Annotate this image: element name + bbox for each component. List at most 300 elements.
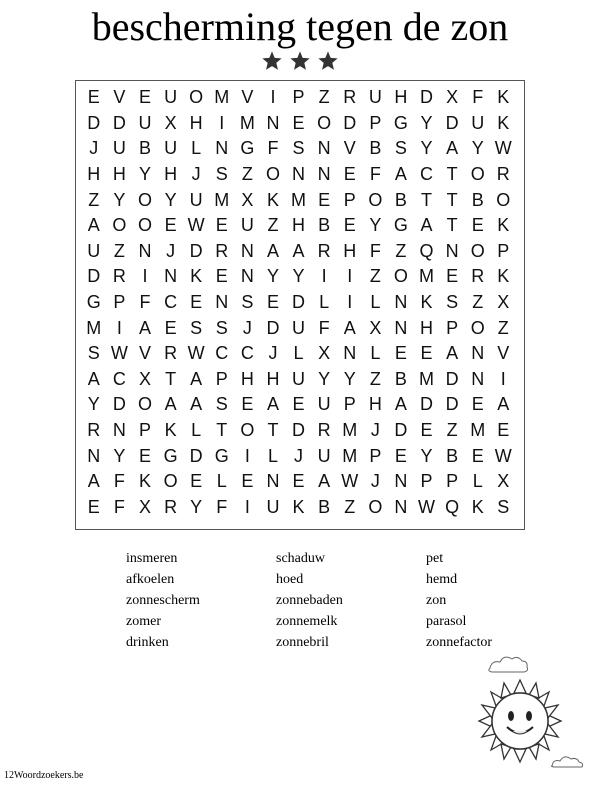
grid-cell[interactable]: L	[216, 471, 227, 492]
grid-cell[interactable]: M	[470, 420, 486, 441]
grid-cell[interactable]: Z	[472, 292, 484, 313]
grid-cell[interactable]: D	[292, 292, 306, 313]
grid-cell[interactable]: S	[190, 317, 203, 338]
grid-cell[interactable]: N	[394, 471, 408, 492]
grid-cell[interactable]: C	[164, 292, 178, 313]
grid-cell[interactable]: E	[343, 164, 356, 185]
grid-cell[interactable]: R	[343, 87, 357, 108]
grid-cell[interactable]: Y	[138, 164, 151, 185]
grid-cell[interactable]: J	[294, 445, 304, 466]
grid-cell[interactable]: N	[266, 112, 280, 133]
grid-cell[interactable]: D	[266, 317, 280, 338]
grid-cell[interactable]: G	[393, 112, 408, 133]
grid-cell[interactable]: U	[368, 87, 382, 108]
grid-cell[interactable]: O	[240, 420, 255, 441]
grid-cell[interactable]: N	[394, 496, 408, 517]
grid-cell[interactable]: O	[496, 189, 511, 210]
grid-cell[interactable]: I	[116, 317, 122, 338]
grid-cell[interactable]: Z	[497, 317, 509, 338]
grid-cell[interactable]: A	[343, 317, 356, 338]
grid-cell[interactable]: M	[419, 368, 435, 389]
word-search-grid[interactable]	[81, 85, 516, 520]
grid-cell[interactable]: Z	[88, 189, 100, 210]
grid-cell[interactable]: W	[418, 496, 436, 517]
grid-cell[interactable]: Y	[420, 138, 433, 159]
grid-cell[interactable]: W	[494, 138, 512, 159]
grid-cell[interactable]: E	[215, 215, 228, 236]
grid-cell[interactable]: P	[420, 471, 433, 492]
grid-cell[interactable]: N	[445, 240, 459, 261]
grid-cell[interactable]: L	[472, 471, 483, 492]
grid-cell[interactable]: Z	[446, 420, 458, 441]
grid-cell[interactable]: Z	[113, 240, 125, 261]
grid-cell[interactable]: Z	[267, 215, 279, 236]
grid-cell[interactable]: A	[497, 394, 510, 415]
grid-cell[interactable]: Z	[369, 368, 381, 389]
grid-cell[interactable]: M	[239, 112, 255, 133]
grid-cell[interactable]: E	[215, 266, 228, 287]
grid-cell[interactable]: K	[497, 112, 510, 133]
grid-cell[interactable]: E	[87, 496, 100, 517]
grid-cell[interactable]: I	[321, 266, 327, 287]
grid-cell[interactable]: D	[87, 112, 101, 133]
grid-cell[interactable]: J	[370, 471, 380, 492]
grid-cell[interactable]: X	[497, 471, 510, 492]
grid-cell[interactable]: S	[215, 394, 228, 415]
grid-cell[interactable]: T	[446, 215, 458, 236]
grid-cell[interactable]: A	[292, 240, 305, 261]
grid-cell[interactable]: A	[190, 394, 203, 415]
grid-cell[interactable]: H	[240, 368, 254, 389]
grid-cell[interactable]: V	[497, 343, 510, 364]
grid-cell[interactable]: X	[241, 189, 254, 210]
grid-cell[interactable]: A	[87, 368, 100, 389]
grid-cell[interactable]: R	[87, 420, 101, 441]
grid-cell[interactable]: F	[318, 317, 330, 338]
grid-cell[interactable]: O	[137, 189, 152, 210]
grid-cell[interactable]: B	[369, 138, 382, 159]
grid-cell[interactable]: J	[268, 343, 278, 364]
grid-cell[interactable]: E	[190, 471, 203, 492]
grid-cell[interactable]: Z	[241, 164, 253, 185]
grid-cell[interactable]: N	[240, 240, 254, 261]
grid-cell[interactable]: P	[215, 368, 228, 389]
grid-cell[interactable]: I	[347, 292, 353, 313]
grid-cell[interactable]: Y	[87, 394, 100, 415]
grid-cell[interactable]: F	[369, 164, 381, 185]
grid-cell[interactable]: B	[138, 138, 151, 159]
grid-cell[interactable]: V	[113, 87, 126, 108]
grid-cell[interactable]: B	[318, 496, 331, 517]
word-list	[126, 548, 556, 653]
grid-cell[interactable]: R	[164, 496, 178, 517]
grid-cell[interactable]: Y	[113, 189, 126, 210]
grid-cell[interactable]: I	[244, 496, 250, 517]
grid-cell[interactable]: V	[138, 343, 151, 364]
grid-cell[interactable]: W	[110, 343, 128, 364]
grid-cell[interactable]: O	[393, 266, 408, 287]
grid-cell[interactable]: E	[394, 445, 407, 466]
grid-cell[interactable]: J	[166, 240, 176, 261]
grid-cell[interactable]: P	[446, 317, 459, 338]
grid-cell[interactable]: I	[244, 445, 250, 466]
word-search-grid-frame	[75, 80, 525, 530]
grid-cell[interactable]: X	[138, 368, 151, 389]
grid-cell[interactable]: K	[497, 266, 510, 287]
grid-cell[interactable]: C	[420, 164, 434, 185]
grid-cell[interactable]: H	[420, 317, 434, 338]
grid-cell[interactable]: X	[497, 292, 510, 313]
grid-cell[interactable]: X	[138, 496, 151, 517]
grid-cell[interactable]: A	[87, 215, 100, 236]
grid-cell[interactable]: X	[164, 112, 177, 133]
grid-cell[interactable]: E	[394, 343, 407, 364]
grid-cell[interactable]: U	[317, 445, 331, 466]
grid-cell[interactable]: S	[215, 317, 228, 338]
grid-cell[interactable]: O	[317, 112, 332, 133]
grid-cell[interactable]: A	[266, 394, 279, 415]
grid-cell[interactable]: Y	[471, 138, 484, 159]
grid-cell[interactable]: M	[86, 317, 102, 338]
grid-cell[interactable]: N	[394, 317, 408, 338]
word-item: zonnemelk	[276, 614, 338, 629]
grid-cell[interactable]: D	[189, 445, 203, 466]
grid-cell[interactable]: D	[394, 420, 408, 441]
word-item: hoed	[276, 572, 304, 587]
grid-cell[interactable]: E	[241, 471, 254, 492]
grid-cell[interactable]: O	[163, 471, 178, 492]
grid-cell[interactable]: E	[138, 445, 151, 466]
grid-cell[interactable]: U	[164, 87, 178, 108]
grid-cell[interactable]: D	[445, 112, 459, 133]
grid-cell[interactable]: X	[318, 343, 331, 364]
word-item: pet	[426, 551, 444, 566]
grid-cell[interactable]: E	[318, 189, 331, 210]
grid-cell[interactable]: D	[420, 87, 434, 108]
grid-cell[interactable]: U	[292, 368, 306, 389]
grid-cell[interactable]: Z	[395, 240, 407, 261]
grid-cell[interactable]: H	[343, 240, 357, 261]
grid-cell[interactable]: N	[215, 138, 229, 159]
grid-cell[interactable]: E	[190, 292, 203, 313]
grid-cell[interactable]: L	[191, 420, 202, 441]
grid-cell[interactable]: E	[446, 266, 459, 287]
grid-cell[interactable]: P	[343, 394, 356, 415]
grid-cell[interactable]: B	[446, 445, 459, 466]
word-item: zon	[426, 593, 447, 608]
grid-cell[interactable]: T	[267, 420, 279, 441]
grid-cell[interactable]: O	[470, 164, 485, 185]
grid-cell[interactable]: M	[291, 189, 307, 210]
grid-cell[interactable]: R	[215, 240, 229, 261]
grid-cell[interactable]: H	[266, 368, 280, 389]
grid-cell[interactable]: K	[190, 266, 203, 287]
grid-cell[interactable]: N	[87, 445, 101, 466]
grid-cell[interactable]: R	[471, 266, 485, 287]
grid-cell[interactable]: C	[240, 343, 254, 364]
grid-cell[interactable]: E	[292, 471, 305, 492]
grid-cell[interactable]: S	[394, 138, 407, 159]
grid-cell[interactable]: M	[419, 266, 435, 287]
grid-cell[interactable]: W	[341, 471, 359, 492]
grid-cell[interactable]: F	[216, 496, 228, 517]
grid-cell[interactable]: M	[342, 420, 358, 441]
grid-cell[interactable]: F	[267, 138, 279, 159]
grid-cell[interactable]: E	[420, 343, 433, 364]
grid-cell[interactable]: P	[369, 112, 382, 133]
grid-cell[interactable]: R	[496, 164, 510, 185]
grid-cell[interactable]: Y	[420, 445, 433, 466]
grid-cell[interactable]: J	[242, 317, 252, 338]
grid-cell[interactable]: S	[87, 343, 100, 364]
grid-cell[interactable]: I	[347, 266, 353, 287]
grid-cell[interactable]: W	[187, 215, 205, 236]
grid-cell[interactable]: S	[446, 292, 459, 313]
grid-cell[interactable]: L	[293, 343, 304, 364]
grid-cell[interactable]: N	[471, 343, 485, 364]
grid-cell[interactable]: O	[112, 215, 127, 236]
grid-cell[interactable]: E	[471, 394, 484, 415]
grid-cell[interactable]: U	[112, 138, 126, 159]
grid-cell[interactable]: E	[138, 87, 151, 108]
grid-cell[interactable]: U	[87, 240, 101, 261]
grid-cell[interactable]: Z	[344, 496, 356, 517]
grid-cell[interactable]: U	[266, 496, 280, 517]
grid-cell[interactable]: D	[87, 266, 101, 287]
grid-cell[interactable]: D	[445, 368, 459, 389]
grid-cell[interactable]: D	[112, 112, 126, 133]
grid-cell[interactable]: S	[215, 164, 228, 185]
grid-cell[interactable]: Q	[419, 240, 434, 261]
grid-cell[interactable]: E	[292, 112, 305, 133]
grid-cell[interactable]: D	[420, 394, 434, 415]
grid-cell[interactable]: X	[446, 87, 459, 108]
grid-cell[interactable]: I	[219, 112, 225, 133]
grid-cell[interactable]: E	[266, 292, 279, 313]
grid-cell[interactable]: P	[497, 240, 510, 261]
grid-cell[interactable]: Y	[164, 189, 177, 210]
grid-cell[interactable]: H	[394, 87, 408, 108]
grid-cell[interactable]: L	[191, 138, 202, 159]
word-item: afkoelen	[126, 572, 175, 587]
grid-cell[interactable]: Z	[318, 87, 330, 108]
grid-cell[interactable]: S	[241, 292, 254, 313]
grid-cell[interactable]: A	[420, 215, 433, 236]
grid-cell[interactable]: V	[343, 138, 356, 159]
grid-cell[interactable]: V	[241, 87, 254, 108]
grid-cell[interactable]: H	[112, 164, 126, 185]
grid-cell[interactable]: P	[113, 292, 126, 313]
grid-cell[interactable]: R	[164, 343, 178, 364]
word-item: drinken	[126, 635, 169, 650]
grid-cell[interactable]: N	[112, 420, 126, 441]
grid-cell[interactable]: F	[369, 240, 381, 261]
grid-cell[interactable]: H	[164, 164, 178, 185]
grid-cell[interactable]: K	[266, 189, 279, 210]
grid-cell[interactable]: C	[112, 368, 126, 389]
grid-cell[interactable]: I	[500, 368, 506, 389]
grid-cell[interactable]: U	[292, 317, 306, 338]
cloud-icon	[551, 757, 582, 767]
grid-cell[interactable]: D	[112, 394, 126, 415]
grid-cell[interactable]: S	[292, 138, 305, 159]
grid-cell[interactable]: Y	[190, 496, 203, 517]
grid-cell[interactable]: K	[471, 496, 484, 517]
grid-cell[interactable]: Y	[420, 112, 433, 133]
grid-cell[interactable]: J	[370, 420, 380, 441]
grid-cell[interactable]: H	[368, 394, 382, 415]
grid-cell[interactable]: P	[292, 87, 305, 108]
grid-cell[interactable]: K	[138, 471, 151, 492]
grid-cell[interactable]: A	[138, 317, 151, 338]
grid-cell[interactable]: A	[190, 368, 203, 389]
grid-cell[interactable]: U	[317, 394, 331, 415]
grid-cell[interactable]: G	[214, 445, 229, 466]
grid-cell[interactable]: O	[265, 164, 280, 185]
grid-cell[interactable]: P	[343, 189, 356, 210]
grid-cell[interactable]: W	[187, 343, 205, 364]
grid-cell[interactable]: U	[164, 138, 178, 159]
grid-cell[interactable]: E	[241, 394, 254, 415]
grid-cell[interactable]: B	[394, 368, 407, 389]
grid-cell[interactable]: B	[318, 215, 331, 236]
grid-cell[interactable]: F	[113, 496, 125, 517]
grid-cell[interactable]: R	[317, 240, 331, 261]
grid-cell[interactable]: G	[240, 138, 255, 159]
grid-cell[interactable]: O	[470, 240, 485, 261]
grid-cell[interactable]: D	[189, 240, 203, 261]
grid-cell[interactable]: T	[446, 164, 458, 185]
grid-cell[interactable]: E	[87, 87, 100, 108]
grid-cell[interactable]: A	[164, 394, 177, 415]
grid-cell[interactable]: O	[368, 496, 383, 517]
grid-cell[interactable]: R	[317, 420, 331, 441]
grid-cell[interactable]: O	[189, 87, 204, 108]
grid-cell[interactable]: I	[270, 87, 276, 108]
grid-cell[interactable]: T	[165, 368, 177, 389]
grid-cell[interactable]: E	[164, 317, 177, 338]
grid-cell[interactable]: L	[370, 292, 381, 313]
grid-cell[interactable]: Y	[292, 266, 305, 287]
grid-cell[interactable]: L	[319, 292, 330, 313]
grid-cell[interactable]: K	[497, 215, 510, 236]
grid-cell[interactable]: C	[215, 343, 229, 364]
grid-cell[interactable]: O	[137, 215, 152, 236]
grid-cell[interactable]: A	[266, 240, 279, 261]
grid-cell[interactable]: F	[472, 87, 484, 108]
grid-cell[interactable]: M	[214, 189, 230, 210]
grid-cell[interactable]: K	[164, 420, 177, 441]
grid-cell[interactable]: G	[393, 215, 408, 236]
grid-cell[interactable]: T	[216, 420, 228, 441]
grid-cell[interactable]: Y	[318, 368, 331, 389]
grid-cell[interactable]: N	[138, 240, 152, 261]
grid-cell[interactable]: T	[446, 189, 458, 210]
grid-cell[interactable]: O	[368, 189, 383, 210]
grid-cell[interactable]: N	[266, 471, 280, 492]
grid-cell[interactable]: A	[87, 471, 100, 492]
grid-cell[interactable]: D	[343, 112, 357, 133]
grid-cell[interactable]: L	[370, 343, 381, 364]
grid-cell[interactable]: A	[446, 343, 459, 364]
grid-cell[interactable]: E	[292, 394, 305, 415]
grid-cell[interactable]: B	[471, 189, 484, 210]
grid-cell[interactable]: P	[446, 471, 459, 492]
grid-cell[interactable]: Z	[369, 266, 381, 287]
grid-cell[interactable]: U	[189, 189, 203, 210]
grid-cell[interactable]: N	[292, 164, 306, 185]
grid-cell[interactable]: G	[163, 445, 178, 466]
grid-cell[interactable]: K	[420, 292, 433, 313]
grid-cell[interactable]: R	[112, 266, 126, 287]
grid-cell[interactable]: I	[142, 266, 148, 287]
grid-cell[interactable]: H	[292, 215, 306, 236]
grid-cell[interactable]: M	[214, 87, 230, 108]
grid-cell[interactable]: Y	[343, 368, 356, 389]
grid-cell[interactable]: Y	[369, 215, 382, 236]
grid-cell[interactable]: G	[86, 292, 101, 313]
grid-cell[interactable]: P	[369, 445, 382, 466]
grid-cell[interactable]: P	[138, 420, 151, 441]
grid-cell[interactable]: N	[317, 164, 331, 185]
grid-cell[interactable]: J	[89, 138, 99, 159]
grid-cell[interactable]: U	[138, 112, 152, 133]
grid-cell[interactable]: U	[471, 112, 485, 133]
grid-cell[interactable]: E	[471, 215, 484, 236]
grid-cell[interactable]: N	[317, 138, 331, 159]
grid-cell[interactable]: S	[497, 496, 510, 517]
grid-cell[interactable]: L	[267, 445, 278, 466]
grid-cell[interactable]: N	[240, 266, 254, 287]
grid-cell[interactable]: K	[497, 87, 510, 108]
grid-cell[interactable]: D	[445, 394, 459, 415]
grid-cell[interactable]: Q	[445, 496, 460, 517]
grid-cell[interactable]: A	[318, 471, 331, 492]
grid-cell[interactable]: K	[292, 496, 305, 517]
grid-cell[interactable]: T	[421, 189, 433, 210]
grid-cell[interactable]: D	[292, 420, 306, 441]
grid-cell[interactable]: Y	[113, 445, 126, 466]
grid-cell[interactable]: E	[471, 445, 484, 466]
grid-cell[interactable]: E	[420, 420, 433, 441]
grid-cell[interactable]: N	[215, 292, 229, 313]
grid-cell[interactable]: A	[394, 394, 407, 415]
grid-cell[interactable]: E	[164, 215, 177, 236]
grid-cell[interactable]: X	[369, 317, 382, 338]
grid-cell[interactable]: H	[87, 164, 101, 185]
grid-cell[interactable]: U	[240, 215, 254, 236]
grid-cell[interactable]: A	[446, 138, 459, 159]
word-item: parasol	[426, 614, 467, 629]
grid-cell[interactable]: F	[113, 471, 125, 492]
grid-cell[interactable]: F	[139, 292, 151, 313]
grid-cell[interactable]: M	[342, 445, 358, 466]
grid-cell[interactable]: A	[394, 164, 407, 185]
grid-cell[interactable]: O	[137, 394, 152, 415]
grid-cell[interactable]: H	[189, 112, 203, 133]
grid-cell[interactable]: N	[394, 292, 408, 313]
grid-cell[interactable]: B	[394, 189, 407, 210]
grid-cell[interactable]: W	[494, 445, 512, 466]
grid-cell[interactable]: N	[471, 368, 485, 389]
grid-cell[interactable]: N	[164, 266, 178, 287]
grid-cell[interactable]: E	[343, 215, 356, 236]
grid-cell[interactable]: E	[497, 420, 510, 441]
grid-cell[interactable]: J	[191, 164, 201, 185]
grid-cell[interactable]: O	[470, 317, 485, 338]
grid-cell[interactable]: N	[343, 343, 357, 364]
grid-cell[interactable]: Y	[266, 266, 279, 287]
